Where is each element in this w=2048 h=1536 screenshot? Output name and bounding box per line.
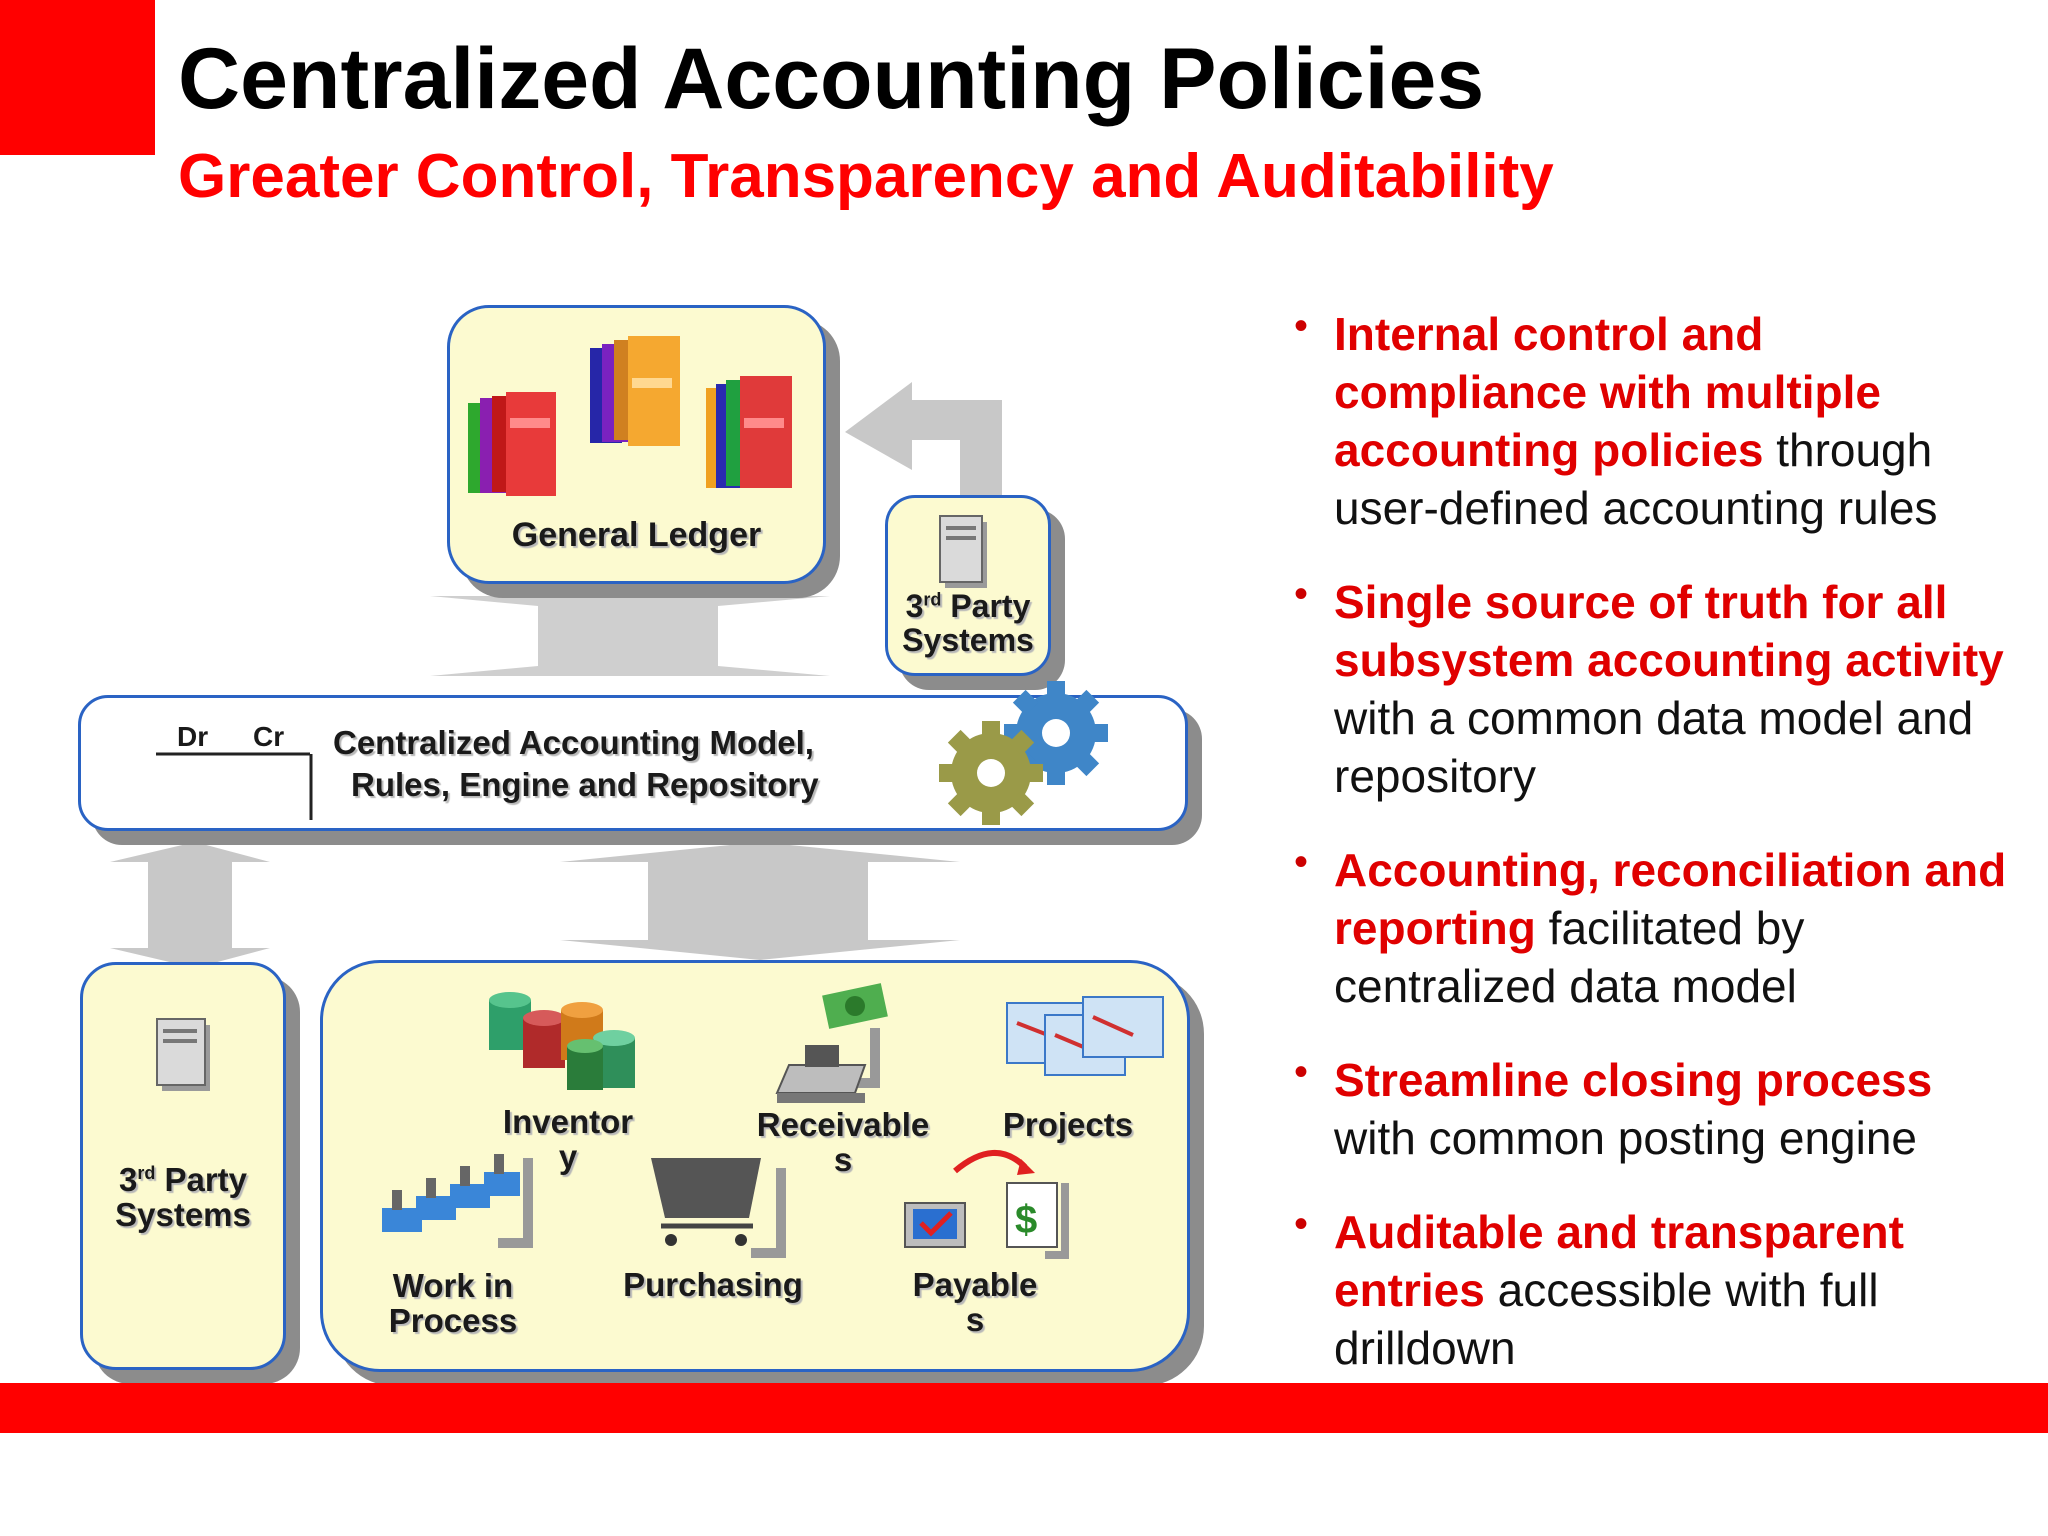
modules-double-arrow — [560, 842, 960, 960]
database-cylinders-icon — [483, 988, 663, 1098]
third-party-return-arrow — [845, 382, 1002, 495]
left-double-arrow — [110, 842, 270, 968]
shopping-cart-icon — [641, 1148, 801, 1268]
projects-label: Projects — [1002, 1106, 1134, 1143]
general-ledger-label: General Ledger — [511, 516, 762, 554]
model-label-line2: Rules, Engine and Repository — [351, 766, 819, 803]
payables-label: Payable s — [912, 1266, 1038, 1338]
general-ledger-panel — [447, 305, 826, 584]
svg-text:$: $ — [1015, 1198, 1038, 1242]
server-icon — [940, 512, 1000, 592]
credit-label: Cr — [253, 721, 285, 752]
purchasing-label: Purchasing — [623, 1266, 803, 1303]
third-party-left-label: 3rd Party Systems — [115, 1161, 251, 1233]
t-account-icon — [156, 750, 326, 830]
cash-register-icon — [765, 983, 945, 1113]
benefits-list — [1290, 305, 2010, 1413]
benefit-bullet: • Auditable and transparent entries accessible with full drilldown — [1294, 1202, 1904, 1374]
third-party-systems-left-panel — [80, 962, 286, 1370]
receivables-label: Receivable s — [756, 1106, 930, 1178]
third-party-systems-top-panel — [885, 495, 1051, 676]
debit-label: Dr — [177, 721, 209, 752]
benefit-bullet: • Streamline closing process with common posting engine — [1294, 1050, 1933, 1164]
gantt-charts-icon — [1003, 993, 1173, 1113]
model-label-line1: Centralized Accounting Model, — [333, 724, 814, 761]
brand-red-footer-bar — [0, 1383, 2048, 1433]
accounting-model-panel — [78, 695, 1188, 831]
slide-subtitle: Greater Control, Transparency and Auditability — [178, 142, 1554, 211]
books-icon — [450, 318, 823, 518]
subledger-modules-panel — [320, 960, 1190, 1372]
third-party-top-label: 3rd Party Systems — [902, 588, 1034, 658]
gl-model-arrow — [430, 596, 830, 676]
slide-title: Centralized Accounting Policies — [178, 31, 1485, 127]
benefit-bullet: • Internal control and compliance with multiple accounting policies through user-defined accounting rules — [1294, 304, 1938, 534]
benefit-bullet: • Accounting, reconciliation and reporting facilitated by centralized data model — [1294, 840, 2007, 1012]
assembly-line-icon — [378, 1148, 558, 1268]
server-icon — [157, 1015, 227, 1095]
benefit-bullet: • Single source of truth for all subsystem accounting activity with a common data model and repository — [1294, 572, 2004, 802]
gears-icon — [921, 688, 1121, 848]
inventory-label: Inventor y — [502, 1103, 634, 1175]
work-in-process-label: Work in Process — [388, 1267, 518, 1339]
payment-transfer-icon — [895, 1143, 1085, 1273]
